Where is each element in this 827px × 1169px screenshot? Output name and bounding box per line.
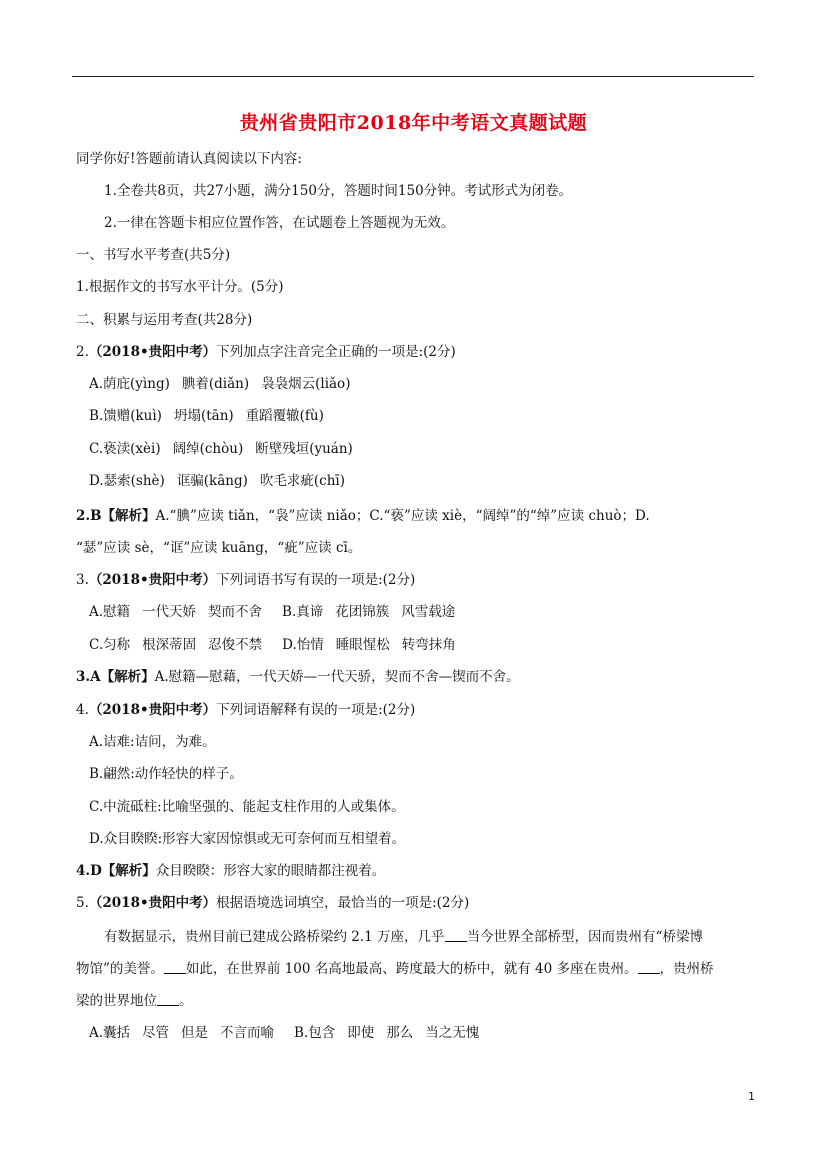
intro-note-1: 1.全卷共8页，共27小题，满分150分，答题时间150分钟。考试形式为闭卷。 <box>104 183 573 199</box>
question-5-passage-line-1 <box>104 927 703 946</box>
intro-greeting: 同学你好!答题前请认真阅读以下内容: <box>76 151 302 167</box>
answer-text: 众目睽睽：形容大家的眼睛都注视着。 <box>155 863 386 879</box>
page-number: 1 <box>748 1090 755 1103</box>
question-text: 下列词语书写有误的一项是:(2分) <box>216 572 416 588</box>
option-item: B.包含 <box>294 1025 336 1041</box>
answer-prefix: 4.D【解析】 <box>76 863 156 879</box>
header-rule <box>72 76 754 77</box>
question-4-option-c: C.中流砥柱:比喻坚强的、能起支柱作用的人或集体。 <box>89 799 405 815</box>
question-source: （2018•贵阳中考） <box>88 344 217 360</box>
option-item: 断壁残垣(yuán) <box>255 441 353 457</box>
fill-blank <box>157 991 179 1006</box>
question-5-passage-line-3 <box>76 991 193 1010</box>
intro-note-2: 2.一律在答题卡相应位置作答，在试题卷上答题视为无效。 <box>104 215 455 231</box>
passage-text: 物馆”的美誉。 <box>76 961 164 977</box>
option-item: 吹毛求疵(chī) <box>259 473 345 489</box>
option-item: 即使 <box>347 1025 375 1041</box>
section-2-heading: 二、积累与运用考查(共28分) <box>76 312 253 328</box>
option-item: 袅袅烟云(liǎo) <box>261 376 351 392</box>
question-3-options-row-2 <box>89 636 456 654</box>
question-source: （2018•贵阳中考） <box>88 572 217 588</box>
question-source: （2018•贵阳中考） <box>88 702 217 718</box>
question-4-option-a: A.诘难:诘问，为难。 <box>89 734 216 750</box>
question-3-options-row-1 <box>89 603 455 621</box>
question-5-stem <box>76 894 469 912</box>
option-item: 一代天娇 <box>142 604 197 620</box>
option-item: 重蹈覆辙(fù) <box>245 408 324 424</box>
passage-text: 如此，在世界前 100 名高地最高、跨度最大的桥中，就有 40 多座在贵州。 <box>185 961 638 977</box>
option-item: B.真谛 <box>282 604 324 620</box>
option-item: 坍塌(tān) <box>173 408 234 424</box>
option-item: 睡眼惺松 <box>335 637 390 653</box>
question-number: 4. <box>76 702 89 718</box>
answer-prefix: 3.A【解析】 <box>76 669 155 685</box>
question-number: 2. <box>76 344 89 360</box>
question-number: 3. <box>76 572 89 588</box>
passage-text: 有数据显示，贵州目前已建成公路桥梁约 2.1 万座，几乎 <box>104 929 445 945</box>
fill-blank <box>445 927 467 942</box>
answer-text: A.“腆”应读 tiǎn，“袅”应读 niǎo；C.“亵”应读 xiè，“阔绰”的“绰”应读 chuò；D. <box>155 508 650 524</box>
question-1: 1.根据作文的书写水平计分。(5分) <box>76 279 284 295</box>
option-item: C.匀称 <box>89 637 131 653</box>
fill-blank <box>164 959 186 974</box>
question-2-option-c <box>89 440 353 458</box>
question-2-option-b <box>89 407 324 425</box>
option-item: 花团锦簇 <box>335 604 390 620</box>
option-item: 阔绰(chòu) <box>172 441 244 457</box>
option-item: 那么 <box>386 1025 414 1041</box>
question-2-option-d <box>89 472 345 490</box>
question-4-option-b: B.翩然:动作轻快的样子。 <box>89 766 243 782</box>
answer-prefix: 2.B【解析】 <box>76 508 156 524</box>
passage-text: ，贵州桥 <box>659 961 714 977</box>
option-item: A.慰籍 <box>89 604 131 620</box>
option-item: 转弯抹角 <box>401 637 456 653</box>
section-1-heading: 一、书写水平考查(共5分) <box>76 247 231 263</box>
question-2-answer <box>76 507 650 525</box>
question-4-option-d: D.众目睽睽:形容大家因惊惧或无可奈何而互相望着。 <box>89 831 406 847</box>
answer-text: A.慰籍—慰藉，一代天娇—一代天骄，契而不舍—锲而不舍。 <box>154 669 520 685</box>
question-2-answer-cont: “瑟”应读 sè，“诓”应读 kuāng，“疵”应读 cī。 <box>76 540 362 556</box>
question-number: 5. <box>76 895 89 911</box>
option-item: 根深蒂固 <box>142 637 197 653</box>
option-item: A.荫庇(yìng) <box>89 376 170 392</box>
option-item: B.馈赠(kuì) <box>89 408 162 424</box>
fill-blank <box>638 959 660 974</box>
option-item: 风雪载途 <box>401 604 456 620</box>
option-item: D.怡情 <box>282 637 324 653</box>
passage-text: 。 <box>179 993 193 1009</box>
question-source: （2018•贵阳中考） <box>88 895 217 911</box>
option-item: D.瑟索(shè) <box>89 473 165 489</box>
question-2-stem <box>76 343 456 361</box>
option-item: 腆着(diǎn) <box>181 376 250 392</box>
question-5-passage-line-2 <box>76 959 714 978</box>
question-text: 下列词语解释有误的一项是:(2分) <box>216 702 416 718</box>
question-4-stem <box>76 701 415 719</box>
page-title: 贵州省贵阳市2018年中考语文真题试题 <box>239 112 588 134</box>
option-item: 诓骗(kāng) <box>176 473 248 489</box>
option-item: 当之无愧 <box>425 1025 480 1041</box>
question-3-answer <box>76 668 520 686</box>
question-text: 根据语境选词填空，最恰当的一项是:(2分) <box>216 895 470 911</box>
option-item: 契而不舍 <box>208 604 263 620</box>
question-text: 下列加点字注音完全正确的一项是:(2分) <box>216 344 456 360</box>
option-item: 不言而喻 <box>220 1025 275 1041</box>
option-item: C.亵渎(xèi) <box>89 441 161 457</box>
option-item: A.囊括 <box>89 1025 131 1041</box>
question-2-option-a <box>89 375 350 393</box>
question-3-stem <box>76 571 415 589</box>
option-item: 忍俊不禁 <box>208 637 263 653</box>
option-item: 但是 <box>181 1025 209 1041</box>
passage-text: 当今世界全部桥型，因而贵州有“桥梁博 <box>466 929 703 945</box>
passage-text: 梁的世界地位 <box>76 993 157 1009</box>
question-4-answer <box>76 862 385 880</box>
question-5-options <box>89 1024 479 1042</box>
option-item: 尽管 <box>142 1025 170 1041</box>
